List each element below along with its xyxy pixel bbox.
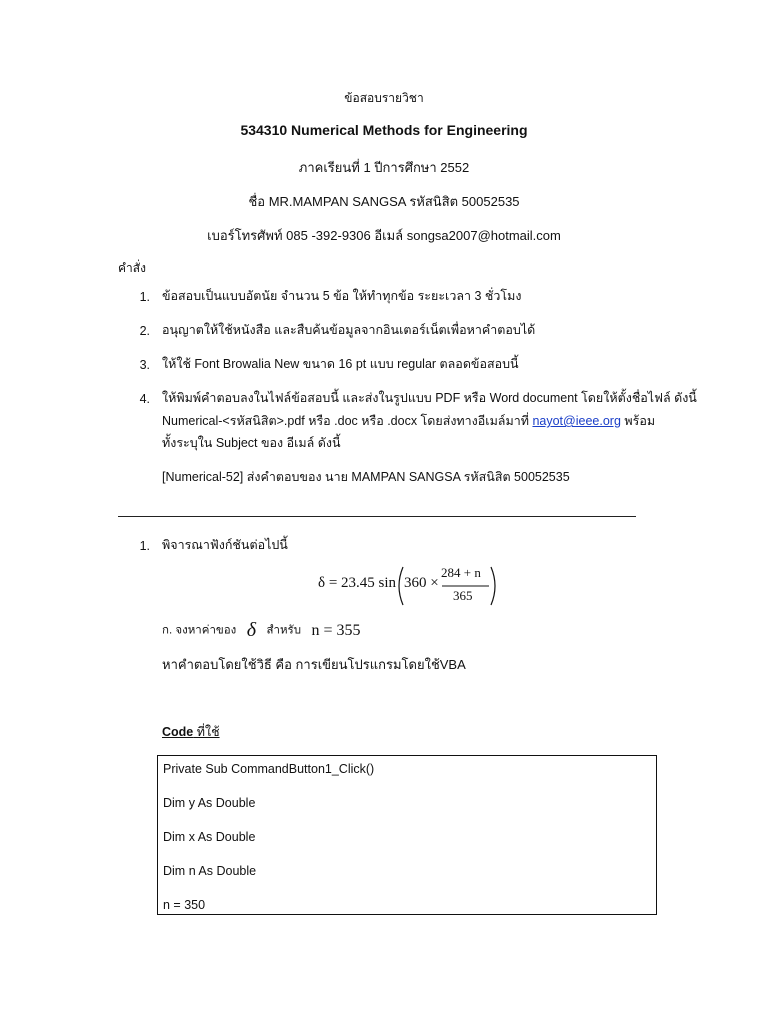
instruction-number: 3. [139,358,150,372]
question-number: 1. [139,539,150,553]
code-line: Private Sub CommandButton1_Click() [163,762,375,776]
filename-rule: Numerical-<รหัสนิสิต>.pdf หรือ .doc หรือ .docx โดยส่งทางอีเมล์มาที่ [162,414,533,428]
question-prompt: พิจารณาฟังก์ชันต่อไปนี้ [162,538,288,552]
instruction-item-line [162,410,655,432]
formula-inner: 360 × [404,575,439,591]
instruction-item-line: ให้พิมพ์คำตอบลงในไฟล์ข้อสอบนี้ และส่งในรูปแบบ PDF หรือ Word document โดยให้ตั้งชื่อไฟล์ ดังนี้ [162,391,697,405]
instruction-item: ให้ใช้ Font Browalia New ขนาด 16 pt แบบ regular ตลอดข้อสอบนี้ [162,357,519,371]
sub-question-a [162,619,361,641]
sub-a-condition: n = 355 [311,621,361,639]
instruction-item-line: ทั้งระบุใน Subject ของ อีเมล์ ดังนี้ [162,436,341,450]
filename-rule-suffix: พร้อม [620,414,656,428]
delta-symbol: δ [246,619,257,641]
code-line: n = 350 [163,898,206,912]
semester-line: ภาคเรียนที่ 1 ปีการศึกษา 2552 [298,160,470,175]
student-line: ชื่อ MR.MAMPAN SANGSA รหัสนิสิต 50052535 [248,194,520,209]
instruction-number: 4. [139,392,150,406]
sub-a-for: สำหรับ [266,624,302,637]
code-box [157,755,657,915]
formula-lhs: δ = 23.45 sin [318,575,397,591]
instruction-number: 1. [139,290,150,304]
exam-label: ข้อสอบรายวิชา [344,91,424,105]
code-line: Dim x As Double [163,830,256,844]
email-link[interactable]: nayot@ieee.org [532,414,621,428]
instruction-number: 2. [139,324,150,338]
formula-denominator: 365 [453,588,473,603]
method-text: หาคำตอบโดยใช้วิธี คือ การเขียนโปรแกรมโดยใช้VBA [162,657,466,672]
code-heading-suffix: ที่ใช้ [193,725,220,739]
code-heading-label: Code [162,725,194,739]
section-divider [118,516,636,517]
subject-example: [Numerical-52] ส่งคำตอบของ นาย MAMPAN SANGSA รหัสนิสิต 50052535 [162,470,570,484]
code-line: Dim y As Double [163,796,256,810]
contact-line: เบอร์โทรศัพท์ 085 -392-9306 อีเมล์ songsa2007@hotmail.com [207,228,561,243]
instructions-heading: คำสั่ง [118,261,146,275]
formula-numerator: 284 + n [441,565,481,580]
sub-a-label: ก. จงหาค่าของ [162,624,237,637]
course-title: 534310 Numerical Methods for Engineering [240,122,528,138]
code-heading [162,721,220,743]
code-line: Dim n As Double [163,864,257,878]
instruction-item: ข้อสอบเป็นแบบอัตนัย จำนวน 5 ข้อ ให้ทำทุกข้อ ระยะเวลา 3 ชั่วโมง [162,289,522,303]
instruction-item: อนุญาตให้ใช้หนังสือ และสืบค้นข้อมูลจากอินเตอร์เน็ตเพื่อหาคำตอบได้ [162,323,536,337]
